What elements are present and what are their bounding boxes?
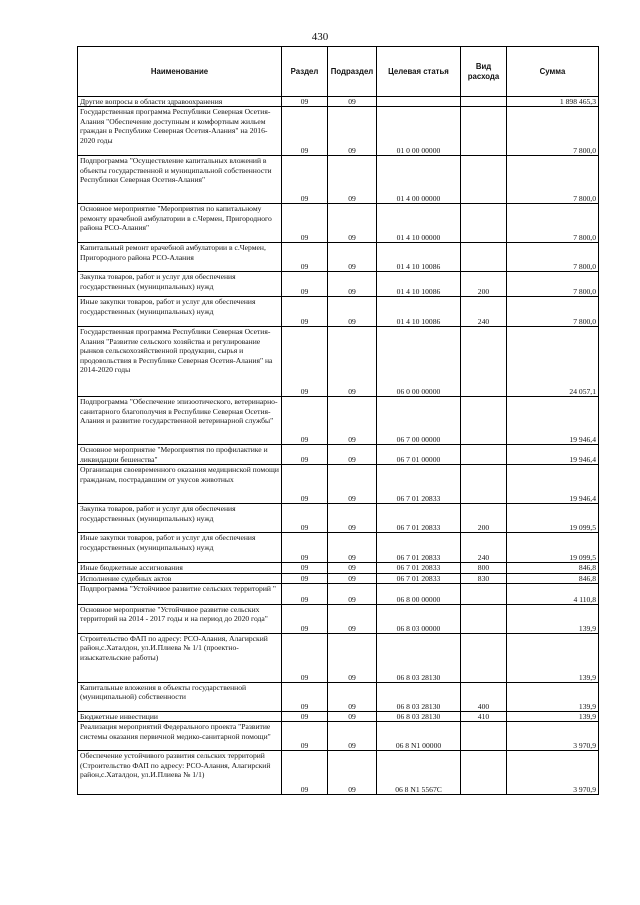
cell-name: Обеспечение устойчивого развития сельских территорий (Строительство ФАП по адресу: РСО-Алания, Алагирский район,с.Хаталдон, ул.И.Плиева № 1/1) [78,751,282,795]
cell-sum: 7 800,0 [507,156,599,204]
cell-target: 06 7 01 20833 [377,465,461,504]
header-sum: Сумма [507,47,599,97]
cell-section: 09 [282,107,328,156]
table-row [78,156,599,204]
cell-name: Строительство ФАП по адресу: РСО-Алания, Алагирский район,с.Хаталдон, ул.И.Плиева № 1/1 (проектно-изыскательские работы) [78,634,282,683]
cell-target [377,97,461,107]
cell-subsection: 09 [328,504,377,533]
cell-sum: 7 800,0 [507,204,599,243]
cell-name: Основное мероприятие "Мероприятия по профилактике и ликвидации бешенства" [78,445,282,465]
table-row [78,272,599,297]
cell-sum: 19 946,4 [507,465,599,504]
table-row [78,584,599,605]
cell-subsection: 09 [328,272,377,297]
cell-section: 09 [282,563,328,573]
header-row [78,47,599,97]
cell-sum: 846,8 [507,573,599,583]
table-row [78,504,599,533]
cell-kind: 830 [461,573,507,583]
cell-kind [461,634,507,683]
table-row [78,397,599,445]
table-row [78,107,599,156]
cell-section: 09 [282,605,328,634]
cell-name: Подпрограмма "Обеспечение эпизоотического, ветеринарно-санитарного благополучия в Республике Северная Осетия-Алания и развитие государственной ветеринарной службы" [78,397,282,445]
cell-kind [461,751,507,795]
table-row [78,683,599,712]
cell-kind [461,722,507,751]
cell-name: Основное мероприятие "Мероприятия по капитальному ремонту врачебной амбулатории в с.Чермен, Пригородного района РСО-Алания" [78,204,282,243]
cell-section: 09 [282,445,328,465]
cell-target: 01 4 10 10086 [377,297,461,327]
cell-sum: 7 800,0 [507,297,599,327]
cell-name: Закупка товаров, работ и услуг для обеспечения государственных (муниципальных) нужд [78,504,282,533]
cell-name: Закупка товаров, работ и услуг для обеспечения государственных (муниципальных) нужд [78,272,282,297]
cell-subsection: 09 [328,751,377,795]
header-section: Раздел [282,47,328,97]
cell-subsection: 09 [328,683,377,712]
cell-section: 09 [282,272,328,297]
table-row [78,533,599,563]
cell-name: Основное мероприятие "Устойчивое развитие сельских территорий на 2014 - 2017 годы и на период до 2020 года" [78,605,282,634]
header-name: Наименование [78,47,282,97]
table-row [78,751,599,795]
cell-subsection: 09 [328,533,377,563]
cell-sum: 7 800,0 [507,243,599,272]
cell-sum: 139,9 [507,683,599,712]
cell-kind [461,107,507,156]
cell-name: Иные закупки товаров, работ и услуг для обеспечения государственных (муниципальных) нужд [78,533,282,563]
cell-section: 09 [282,97,328,107]
cell-target: 06 8 N1 5567C [377,751,461,795]
cell-subsection: 09 [328,722,377,751]
cell-subsection: 09 [328,584,377,605]
cell-target: 01 4 10 10086 [377,243,461,272]
cell-kind [461,465,507,504]
cell-sum: 4 110,8 [507,584,599,605]
cell-subsection: 09 [328,397,377,445]
cell-kind: 400 [461,683,507,712]
cell-name: Исполнение судебных актов [78,573,282,583]
cell-name: Другие вопросы в области здравоохранения [78,97,282,107]
cell-section: 09 [282,722,328,751]
cell-kind: 240 [461,533,507,563]
cell-kind [461,445,507,465]
cell-kind: 200 [461,504,507,533]
cell-subsection: 09 [328,445,377,465]
cell-target: 06 8 03 28130 [377,712,461,722]
cell-kind: 240 [461,297,507,327]
cell-kind [461,327,507,397]
table-row [78,634,599,683]
cell-target: 06 7 01 20833 [377,533,461,563]
cell-name: Организация своевременного оказания медицинской помощи гражданам, пострадавшим от укусов животных [78,465,282,504]
table-row [78,327,599,397]
cell-name: Бюджетные инвестиции [78,712,282,722]
cell-sum: 7 800,0 [507,107,599,156]
cell-subsection: 09 [328,204,377,243]
cell-section: 09 [282,297,328,327]
cell-target: 06 0 00 00000 [377,327,461,397]
cell-kind: 410 [461,712,507,722]
cell-section: 09 [282,504,328,533]
cell-section: 09 [282,634,328,683]
cell-target: 06 7 00 00000 [377,397,461,445]
cell-subsection: 09 [328,465,377,504]
cell-section: 09 [282,533,328,563]
cell-subsection: 09 [328,563,377,573]
cell-section: 09 [282,397,328,445]
cell-sum: 24 057,1 [507,327,599,397]
table-row [78,445,599,465]
cell-target: 06 7 01 20833 [377,504,461,533]
cell-kind [461,243,507,272]
cell-sum: 139,9 [507,712,599,722]
header-subsection: Подраздел [328,47,377,97]
cell-sum: 19 099,5 [507,504,599,533]
cell-target: 06 7 01 20833 [377,573,461,583]
table-row [78,573,599,583]
cell-name: Капитальные вложения в объекты государственной (муниципальной) собственности [78,683,282,712]
cell-target: 01 4 10 00000 [377,204,461,243]
cell-kind: 800 [461,563,507,573]
cell-target: 01 4 00 00000 [377,156,461,204]
cell-kind: 200 [461,272,507,297]
cell-name: Подпрограмма "Осуществление капитальных вложений в объекты государственной и муниципальной собственности Республики Северная Осетия-Алания" [78,156,282,204]
cell-subsection: 09 [328,297,377,327]
cell-kind [461,397,507,445]
cell-target: 06 7 01 20833 [377,563,461,573]
cell-subsection: 09 [328,327,377,397]
cell-target: 06 7 01 00000 [377,445,461,465]
cell-sum: 19 946,4 [507,445,599,465]
table-row [78,297,599,327]
cell-name: Подпрограмма "Устойчивое развитие сельских территорий " [78,584,282,605]
cell-section: 09 [282,573,328,583]
table-row [78,563,599,573]
page-number: 430 [311,31,329,43]
table-row [78,243,599,272]
cell-name: Иные закупки товаров, работ и услуг для обеспечения государственных (муниципальных) нужд [78,297,282,327]
cell-subsection: 09 [328,712,377,722]
cell-sum: 19 946,4 [507,397,599,445]
table-row [78,605,599,634]
cell-subsection: 09 [328,97,377,107]
cell-kind [461,605,507,634]
cell-section: 09 [282,156,328,204]
cell-name: Иные бюджетные ассигнования [78,563,282,573]
cell-name: Капитальный ремонт врачебной амбулатории в с.Чермен, Пригородного района РСО-Алания [78,243,282,272]
cell-target: 06 8 00 00000 [377,584,461,605]
cell-subsection: 09 [328,243,377,272]
header-target: Целевая статья [377,47,461,97]
table-body [78,97,599,795]
cell-target: 06 8 03 28130 [377,683,461,712]
cell-sum: 3 970,9 [507,722,599,751]
cell-subsection: 09 [328,605,377,634]
cell-section: 09 [282,751,328,795]
cell-kind [461,156,507,204]
cell-section: 09 [282,465,328,504]
header-kind: Вид расхода [461,47,507,97]
cell-target: 06 8 03 00000 [377,605,461,634]
table-row [78,97,599,107]
table-row [78,722,599,751]
cell-section: 09 [282,712,328,722]
cell-name: Государственная программа Республики Северная Осетия-Алания "Обеспечение доступным и комфортным жильем граждан в Республике Северная Осетия-Алания" на 2016-2020 годы [78,107,282,156]
cell-name: Государственная программа Республики Северная Осетия-Алания "Развитие сельского хозяйства и регулирование рынков сельскохозяйственной продукции, сырья и продовольствия в Республике Северная Осетия-Алания" на 2014-2020 годы [78,327,282,397]
cell-subsection: 09 [328,156,377,204]
cell-sum: 19 099,5 [507,533,599,563]
table-row [78,204,599,243]
cell-sum: 3 970,9 [507,751,599,795]
table-row [78,465,599,504]
cell-sum: 846,8 [507,563,599,573]
cell-section: 09 [282,683,328,712]
cell-section: 09 [282,204,328,243]
cell-sum: 139,9 [507,605,599,634]
cell-kind [461,97,507,107]
cell-subsection: 09 [328,107,377,156]
cell-name: Реализация мероприятий Федерального проекта "Развитие системы оказания первичной медико-санитарной помощи" [78,722,282,751]
cell-kind [461,584,507,605]
cell-target: 06 8 03 28130 [377,634,461,683]
cell-subsection: 09 [328,573,377,583]
cell-section: 09 [282,584,328,605]
cell-target: 01 4 10 10086 [377,272,461,297]
table-row [78,712,599,722]
cell-section: 09 [282,327,328,397]
cell-target: 01 0 00 00000 [377,107,461,156]
cell-sum: 1 898 465,3 [507,97,599,107]
cell-kind [461,204,507,243]
cell-sum: 7 800,0 [507,272,599,297]
cell-target: 06 8 N1 00000 [377,722,461,751]
cell-section: 09 [282,243,328,272]
cell-sum: 139,9 [507,634,599,683]
cell-subsection: 09 [328,634,377,683]
budget-table [77,46,599,795]
